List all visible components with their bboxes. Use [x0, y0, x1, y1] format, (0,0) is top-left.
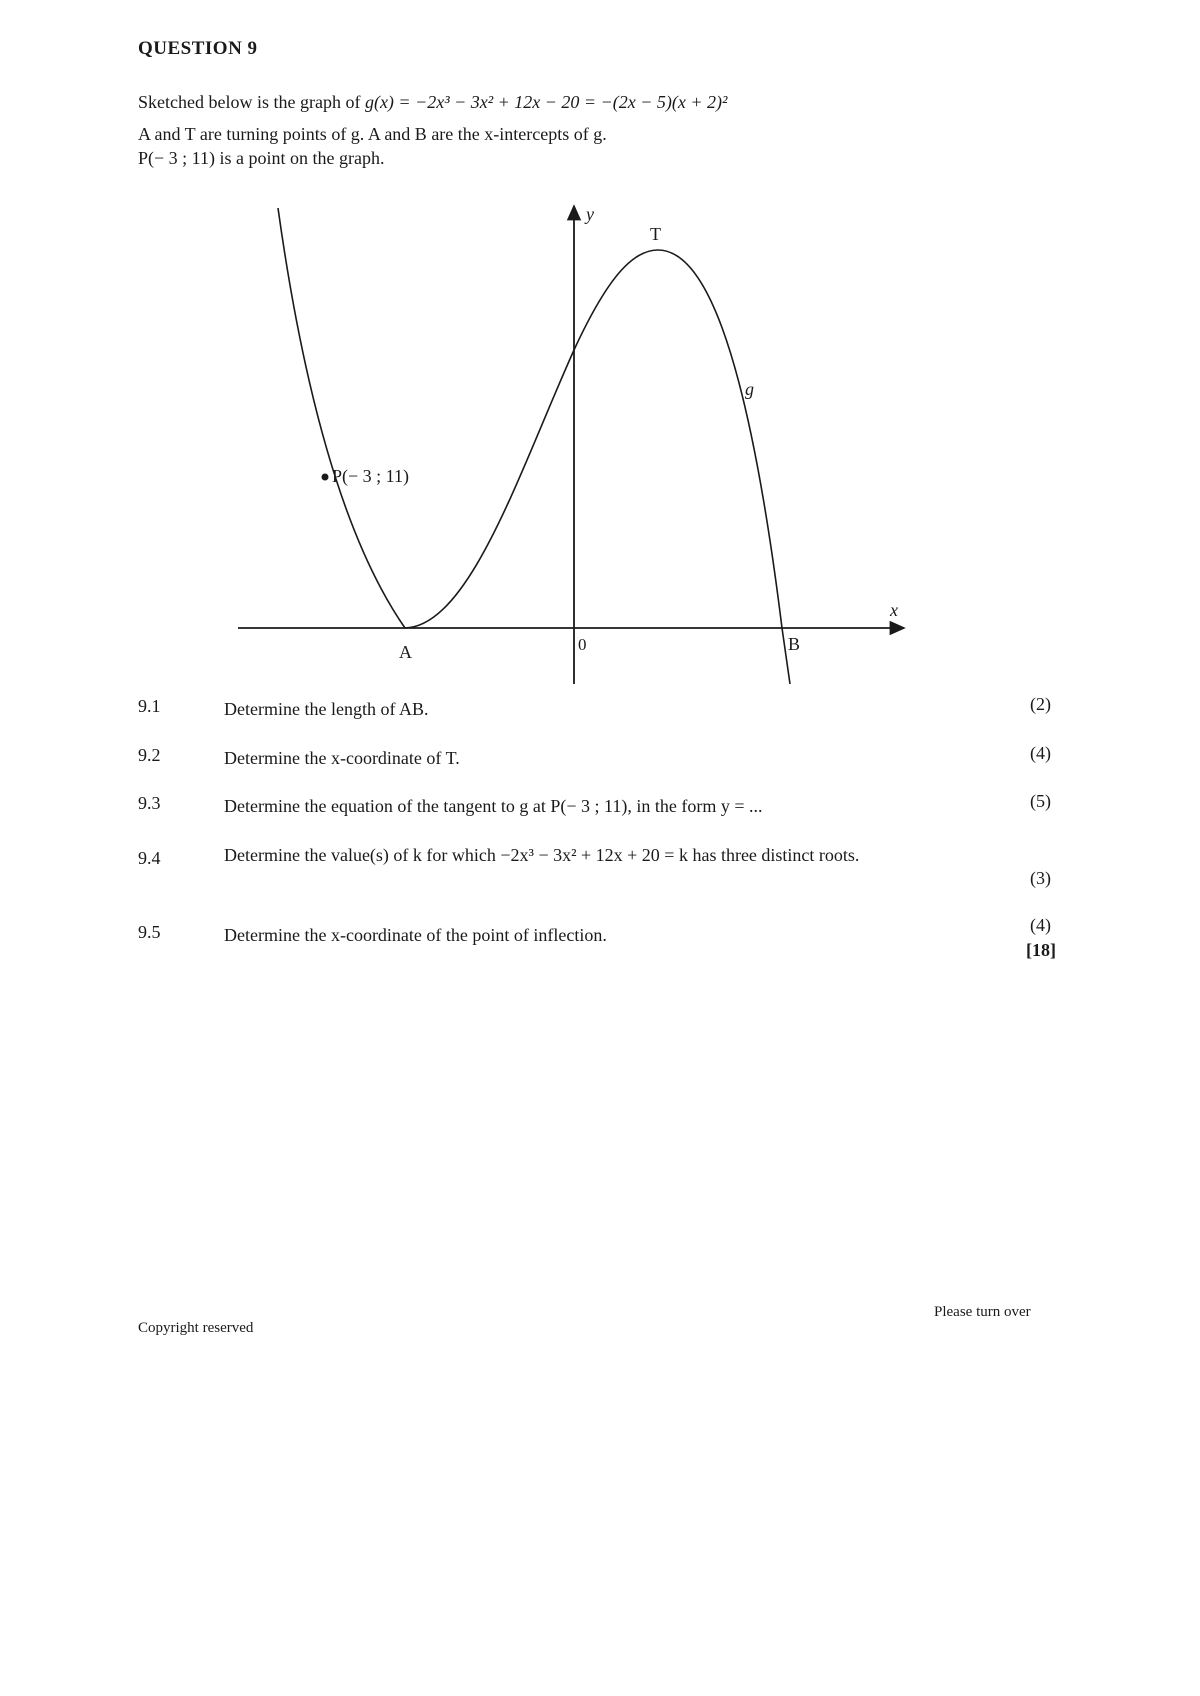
curve-label-g: g [745, 379, 754, 399]
label-point-a: A [399, 642, 412, 662]
question-marks-9-2: (4) [1030, 743, 1051, 763]
function-formula: g(x) = −2x³ − 3x² + 12x − 20 = −(2x − 5)(x + 2)² [364, 92, 728, 112]
point-p-marker [322, 474, 329, 481]
curve-g [278, 208, 790, 684]
intro-line-2: A and T are turning points of g. A and B are the x-intercepts of g. [138, 124, 607, 144]
intro-line-3: P(− 3 ; 11) is a point on the graph. [138, 148, 385, 168]
label-point-b: B [788, 634, 801, 654]
question-text-9-1: Determine the length of AB. [224, 699, 429, 719]
turn-over-notice: Please turn over [934, 1304, 1031, 1320]
question-marks-9-3: (5) [1030, 791, 1051, 811]
y-axis-label: y [586, 204, 594, 224]
total-marks: [18] [1026, 940, 1056, 960]
intro-prefix: Sketched below is the graph of [138, 92, 361, 112]
question-number-9-5: 9.5 [138, 922, 161, 942]
x-axis-label: x [890, 600, 898, 620]
cubic-graph [0, 0, 1200, 700]
label-point-t: T [650, 224, 661, 244]
question-marks-9-1: (2) [1030, 694, 1051, 714]
question-text-9-3: Determine the equation of the tangent to g at P(− 3 ; 11), in the form y = ... [224, 796, 763, 816]
origin-label: 0 [578, 635, 587, 654]
question-text-9-5: Determine the x-coordinate of the point of inflection. [224, 925, 607, 945]
question-number-9-4: 9.4 [138, 848, 161, 868]
copyright-notice: Copyright reserved [138, 1320, 254, 1336]
question-number-9-2: 9.2 [138, 745, 161, 765]
question-number-9-3: 9.3 [138, 793, 161, 813]
question-text-9-4: Determine the value(s) of k for which −2x³ − 3x² + 12x + 20 = k has three distinct roots. [224, 845, 860, 865]
label-point-p: P(− 3 ; 11) [332, 466, 409, 486]
question-heading: QUESTION 9 [138, 38, 258, 59]
question-marks-9-4: (3) [1030, 868, 1051, 888]
question-text-9-2: Determine the x-coordinate of T. [224, 748, 460, 768]
question-number-9-1: 9.1 [138, 696, 161, 716]
question-marks-9-5: (4) [1030, 915, 1051, 935]
